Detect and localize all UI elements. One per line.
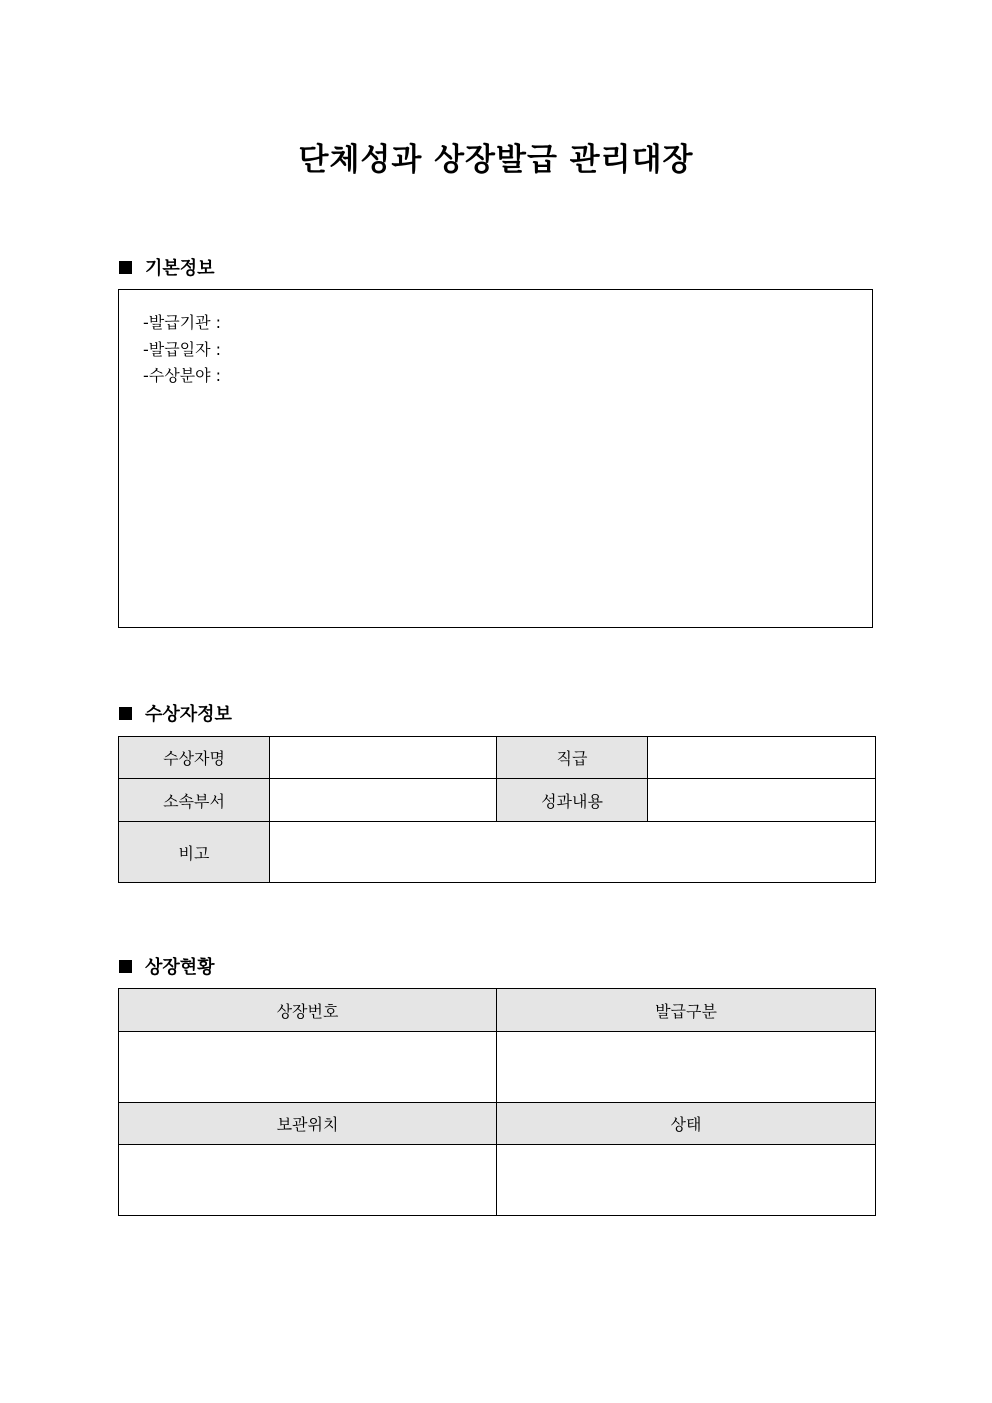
table-row xyxy=(119,822,876,883)
section-heading-text: 수상자정보 xyxy=(145,704,232,725)
rank-cell[interactable] xyxy=(648,737,876,779)
square-bullet-icon xyxy=(119,960,132,973)
section-heading-status xyxy=(119,953,215,979)
rank-label: 직급 xyxy=(497,737,648,779)
page-title: 단체성과 상장발급 관리대장 xyxy=(298,142,694,178)
performance-cell[interactable] xyxy=(648,779,876,822)
section-heading-awardee xyxy=(119,700,232,726)
table-row xyxy=(119,1145,876,1216)
info-line-field: -수상분야 : xyxy=(143,366,222,385)
basic-info-box xyxy=(118,289,873,628)
performance-label: 성과내용 xyxy=(497,779,648,822)
storage-label: 보관위치 xyxy=(119,1103,497,1145)
issue-type-label: 발급구분 xyxy=(497,989,876,1032)
issue-type-cell[interactable] xyxy=(497,1032,876,1103)
square-bullet-icon xyxy=(119,707,132,720)
section-heading-text: 기본정보 xyxy=(145,258,215,279)
section-heading-text: 상장현황 xyxy=(145,957,215,978)
info-line-issuer: -발급기관 : xyxy=(143,313,222,332)
note-cell[interactable] xyxy=(270,822,876,883)
awardee-name-cell[interactable] xyxy=(270,737,497,779)
info-line-date: -발급일자 : xyxy=(143,339,222,359)
table-row xyxy=(119,1032,876,1103)
state-label: 상태 xyxy=(497,1103,876,1145)
dept-label: 소속부서 xyxy=(119,779,270,822)
cert-no-label: 상장번호 xyxy=(119,989,497,1032)
storage-cell[interactable] xyxy=(119,1145,497,1216)
note-label: 비고 xyxy=(119,822,270,883)
state-cell[interactable] xyxy=(497,1145,876,1216)
square-bullet-icon xyxy=(119,261,132,274)
table-row xyxy=(119,989,876,1032)
section-heading-basic xyxy=(119,254,215,280)
table-row xyxy=(119,1103,876,1145)
awardee-name-label: 수상자명 xyxy=(119,737,270,779)
dept-cell[interactable] xyxy=(270,779,497,822)
table-row xyxy=(119,779,876,822)
status-table xyxy=(118,988,876,1216)
table-row xyxy=(119,737,876,779)
awardee-table xyxy=(118,736,876,883)
basic-info-lines xyxy=(143,310,221,390)
cert-no-cell[interactable] xyxy=(119,1032,497,1103)
